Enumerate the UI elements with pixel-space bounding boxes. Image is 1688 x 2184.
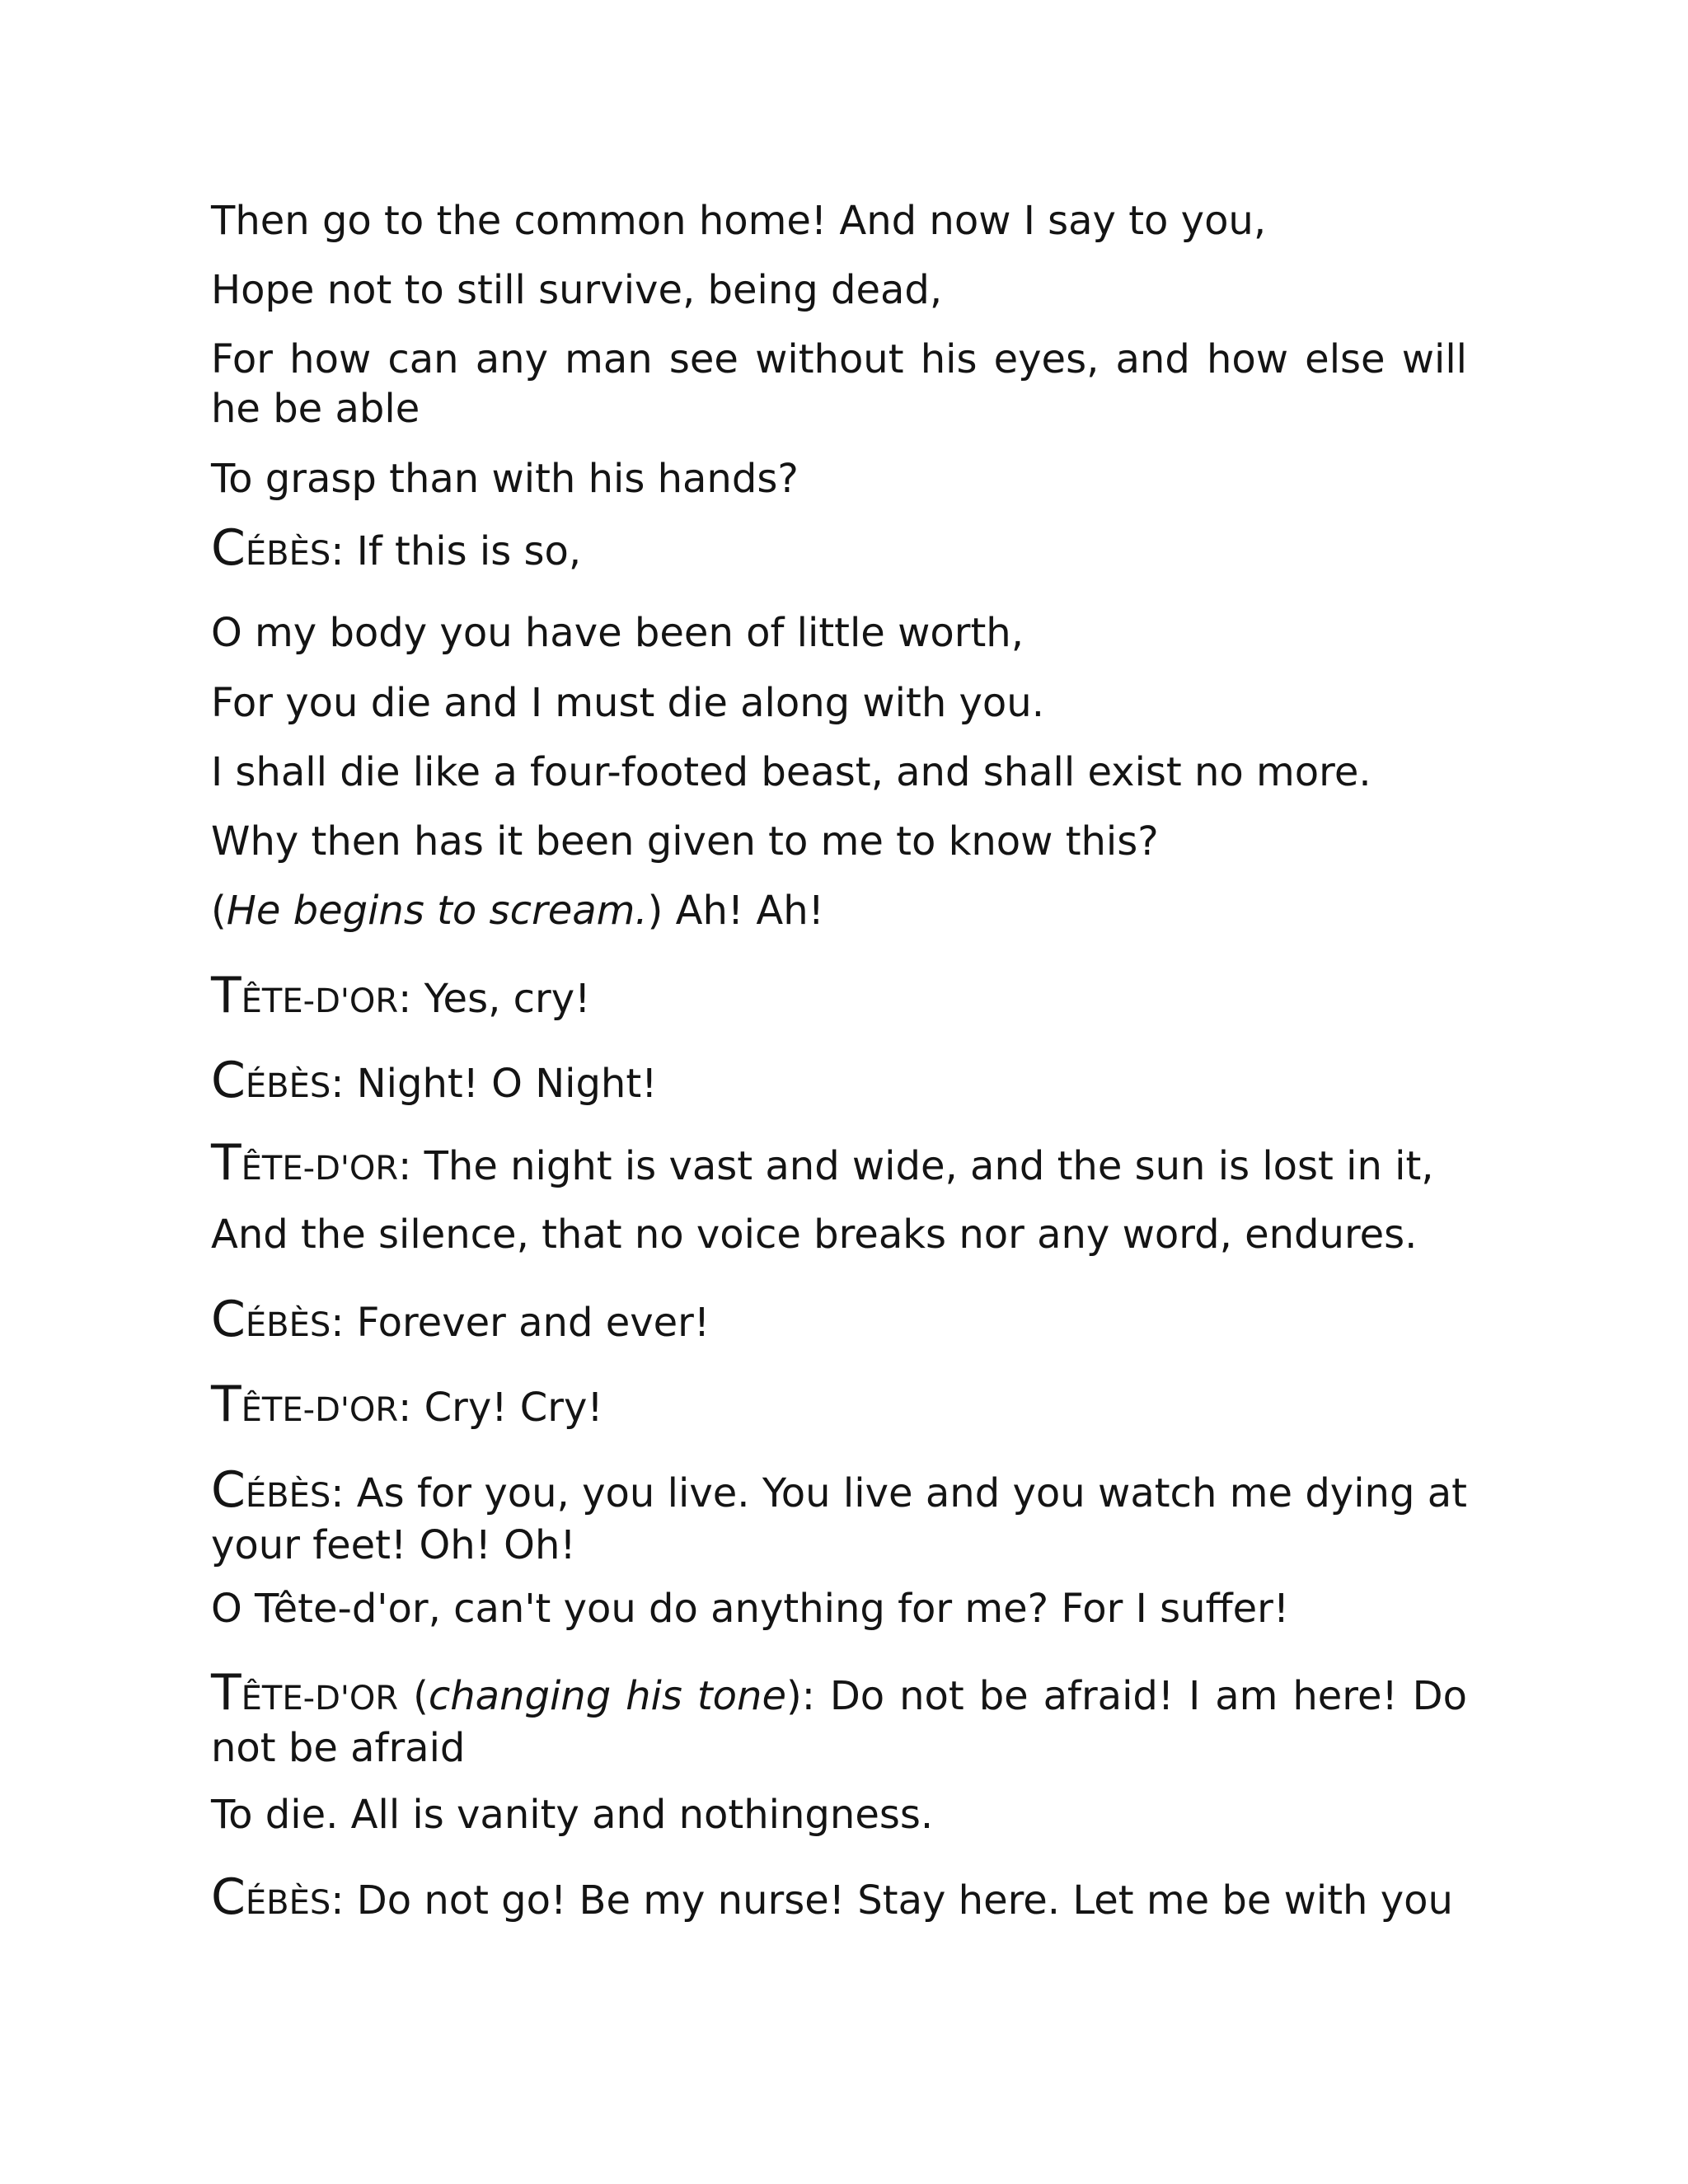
text-line xyxy=(211,1210,1467,1259)
line-text: : Do not go! Be my nurse! Stay here. Let me be with you xyxy=(331,1877,1453,1924)
text-line xyxy=(211,608,1467,658)
text-line xyxy=(211,817,1467,866)
text-line xyxy=(211,519,1467,579)
text-line xyxy=(211,1664,1468,1773)
text-line xyxy=(211,748,1467,797)
line-text: O Tête-d'or, can't you do anything for me? For I suffer! xyxy=(211,1586,1290,1632)
line-text: : As for you, you live. You live and you watch me dying at your feet! Oh! Oh! xyxy=(211,1470,1467,1568)
speaker-rest: ÉBÈS xyxy=(245,1067,331,1105)
speaker-initial: C xyxy=(211,1868,246,1926)
speaker-rest: ÊTE-D'OR xyxy=(241,1150,399,1188)
line-text: Hope not to still survive, being dead, xyxy=(211,267,943,313)
speaker-rest: ÊTE-D'OR xyxy=(241,1680,399,1718)
speaker-rest: ÉBÈS xyxy=(245,1306,331,1344)
line-text: Why then has it been given to me to know this? xyxy=(211,818,1159,865)
speaker-name xyxy=(211,1376,399,1433)
speaker-rest: ÉBÈS xyxy=(245,535,331,573)
text-line xyxy=(211,1461,1467,1570)
paren-open: ( xyxy=(398,1673,429,1719)
line-text: To grasp than with his hands? xyxy=(211,456,799,502)
text-line xyxy=(211,1584,1467,1633)
speaker-rest: ÉBÈS xyxy=(245,1884,331,1922)
speaker-initial: C xyxy=(211,1052,246,1109)
line-text: To die. All is vanity and nothingness. xyxy=(211,1792,934,1838)
text-line xyxy=(211,886,1467,935)
line-text: : Night! O Night! xyxy=(331,1061,658,1107)
line-text: O my body you have been of little worth, xyxy=(211,610,1024,656)
speaker-initial: C xyxy=(211,1291,246,1348)
paren-open: ( xyxy=(211,888,227,934)
speaker-name xyxy=(211,1461,331,1519)
speaker-name xyxy=(211,519,331,577)
text-line xyxy=(211,335,1467,434)
speaker-initial: T xyxy=(211,967,241,1024)
stage-direction-italic xyxy=(429,1673,786,1719)
line-text: I shall die like a four-footed beast, and shall exist no more. xyxy=(211,749,1372,795)
text-line xyxy=(211,265,1467,315)
speaker-rest: ÊTE-D'OR xyxy=(241,1391,399,1429)
speaker-name xyxy=(211,967,399,1024)
line-text: And the silence, that no voice breaks nor any word, endures. xyxy=(211,1212,1418,1258)
speaker-name xyxy=(211,1134,399,1192)
text-line xyxy=(211,967,1467,1026)
speaker-initial: C xyxy=(211,519,246,577)
paren-close: ) xyxy=(647,888,663,934)
speaker-initial: T xyxy=(211,1664,241,1722)
speaker-initial: T xyxy=(211,1134,241,1192)
text-line xyxy=(211,1291,1467,1350)
text-line xyxy=(211,196,1467,246)
text-line xyxy=(211,678,1467,728)
text-line xyxy=(211,454,1467,504)
speaker-initial: T xyxy=(211,1376,241,1433)
line-text: : The night is vast and wide, and the sun is lost in it, xyxy=(398,1143,1434,1189)
text-line xyxy=(211,1376,1467,1435)
stage-direction: changing his tone xyxy=(428,1673,786,1719)
text-line xyxy=(211,1134,1467,1193)
speaker-name xyxy=(211,1664,399,1722)
line-text: ): Do not be afraid! I am here! Do not be afraid xyxy=(211,1673,1468,1771)
line-text: For you die and I must die along with you. xyxy=(211,680,1044,726)
stage-direction-italic xyxy=(227,888,648,934)
line-text: : If this is so, xyxy=(331,528,582,574)
speaker-rest: ÉBÈS xyxy=(245,1477,331,1515)
speaker-rest: ÊTE-D'OR xyxy=(241,982,399,1020)
line-text: Then go to the common home! And now I say to you, xyxy=(211,198,1267,244)
speaker-initial: C xyxy=(211,1461,246,1519)
speaker-name xyxy=(211,1868,331,1926)
text-line xyxy=(211,1790,1467,1840)
stage-direction: He begins to scream. xyxy=(226,888,648,934)
speaker-name xyxy=(211,1052,331,1109)
line-text: : Forever and ever! xyxy=(331,1300,710,1346)
line-text: : Yes, cry! xyxy=(398,976,591,1022)
text-line xyxy=(211,1868,1467,1928)
text-line xyxy=(211,1052,1467,1111)
line-text: Ah! Ah! xyxy=(663,888,824,934)
line-text: : Cry! Cry! xyxy=(398,1385,603,1431)
line-text: For how can any man see without his eyes, and how else will he be able xyxy=(211,336,1467,432)
speaker-name xyxy=(211,1291,331,1348)
